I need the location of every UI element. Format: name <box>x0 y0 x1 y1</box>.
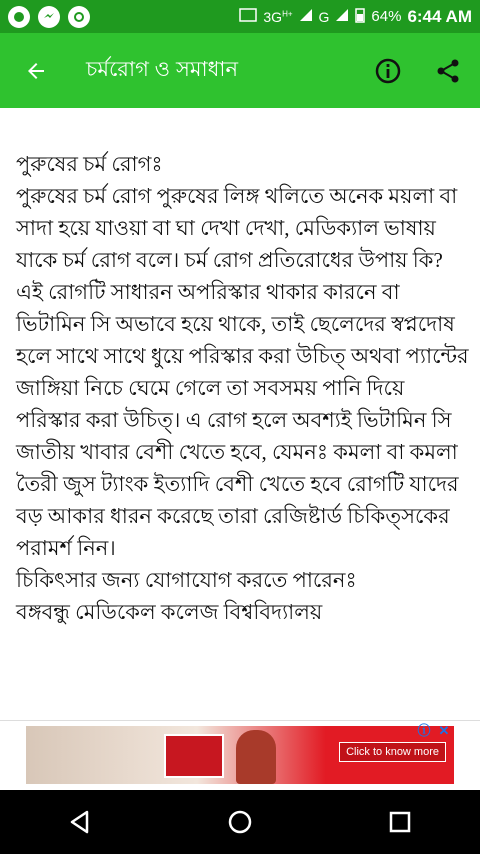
share-icon <box>435 58 461 84</box>
nav-home-icon <box>227 809 253 835</box>
nav-back-button[interactable] <box>56 798 104 846</box>
app-bar <box>0 33 480 108</box>
article-body[interactable] <box>0 108 480 720</box>
article-text: পুরুষের চর্ম রোগঃ পুরুষের চর্ম রোগ পুরুষের লিঙ্গ থলিতে অনেক ময়লা বা সাদা হয়ে যাওয়া বা ঘা দেখা দেখা, মেডিক্যাল ভাষায় যাকে চর্ম রোগ বলে। চর্ম রোগ প্রতিরোধের উপায় কি? এই রোগটি সাধারন অপরিস্কার থাকার কারনে বা ভিটামিন সি অভাবে হয়ে থাকে, তাই ছেলেদের স্বপ্নদোষ হলে সাথে সাথে ধুয়ে পরিস্কার করা উচিত্ অথবা প্যান্টের জাঙ্গিয়া নিচে ঘেমে গেলে তা সবসময় পানি দিয়ে পরিস্কার করা উচিত্। এ রোগ হলে অবশ্যই ভিটামিন সি জাতীয় খাবার বেশী খেতে হবে, যেমনঃ কমলা বা কমলা তৈরী জুস ট্যাংক ইত্যাদি বেশী খেতে হবে রোগটি যাদের বড় আকার ধারন করেছে তারা রেজিষ্টার্ড চিকিত্সকের পরামর্শ নিন। চিকিৎসার জন্য যোগাযোগ করতে পারেনঃ বঙ্গবন্ধু মেডিকেল কলেজ বিশ্ববিদ্যালয় <box>16 152 469 624</box>
system-nav-bar <box>0 790 480 854</box>
notification-icons <box>8 6 90 28</box>
ad-close-icon[interactable]: ✕ <box>438 723 450 738</box>
signal-icon-2 <box>335 8 349 26</box>
ad-banner[interactable] <box>26 726 454 784</box>
signal-icon <box>299 8 313 26</box>
ad-cta-button[interactable]: Click to know more <box>339 742 446 762</box>
ad-product-image <box>164 734 224 778</box>
app-notification-icon <box>8 6 30 28</box>
nav-back-icon <box>67 809 93 835</box>
back-button[interactable] <box>14 49 58 93</box>
messenger-icon <box>38 6 60 28</box>
clock: 6:44 AM <box>407 6 472 26</box>
ad-banner-container <box>0 720 480 790</box>
ad-controls <box>416 723 452 739</box>
nav-home-button[interactable] <box>216 798 264 846</box>
network-type: $3G^{H+}$ <box>263 8 293 25</box>
battery-icon <box>355 7 365 27</box>
sync-icon <box>68 6 90 28</box>
page-title: চর্মরোগ ও সমাধান <box>86 58 238 81</box>
share-button[interactable] <box>430 53 466 89</box>
ad-info-icon[interactable]: ⓘ <box>417 723 431 738</box>
status-bar <box>0 0 480 33</box>
nav-recents-button[interactable] <box>376 798 424 846</box>
system-status <box>239 7 472 27</box>
info-button[interactable] <box>370 53 406 89</box>
cast-icon <box>239 8 257 26</box>
app-bar-actions <box>370 53 466 89</box>
nav-recents-icon <box>388 810 412 834</box>
battery-percent: 64% <box>371 8 402 25</box>
info-icon <box>374 57 402 85</box>
secondary-network-type: G <box>318 8 330 25</box>
arrow-left-icon <box>24 59 48 83</box>
ad-person-image <box>236 730 276 784</box>
